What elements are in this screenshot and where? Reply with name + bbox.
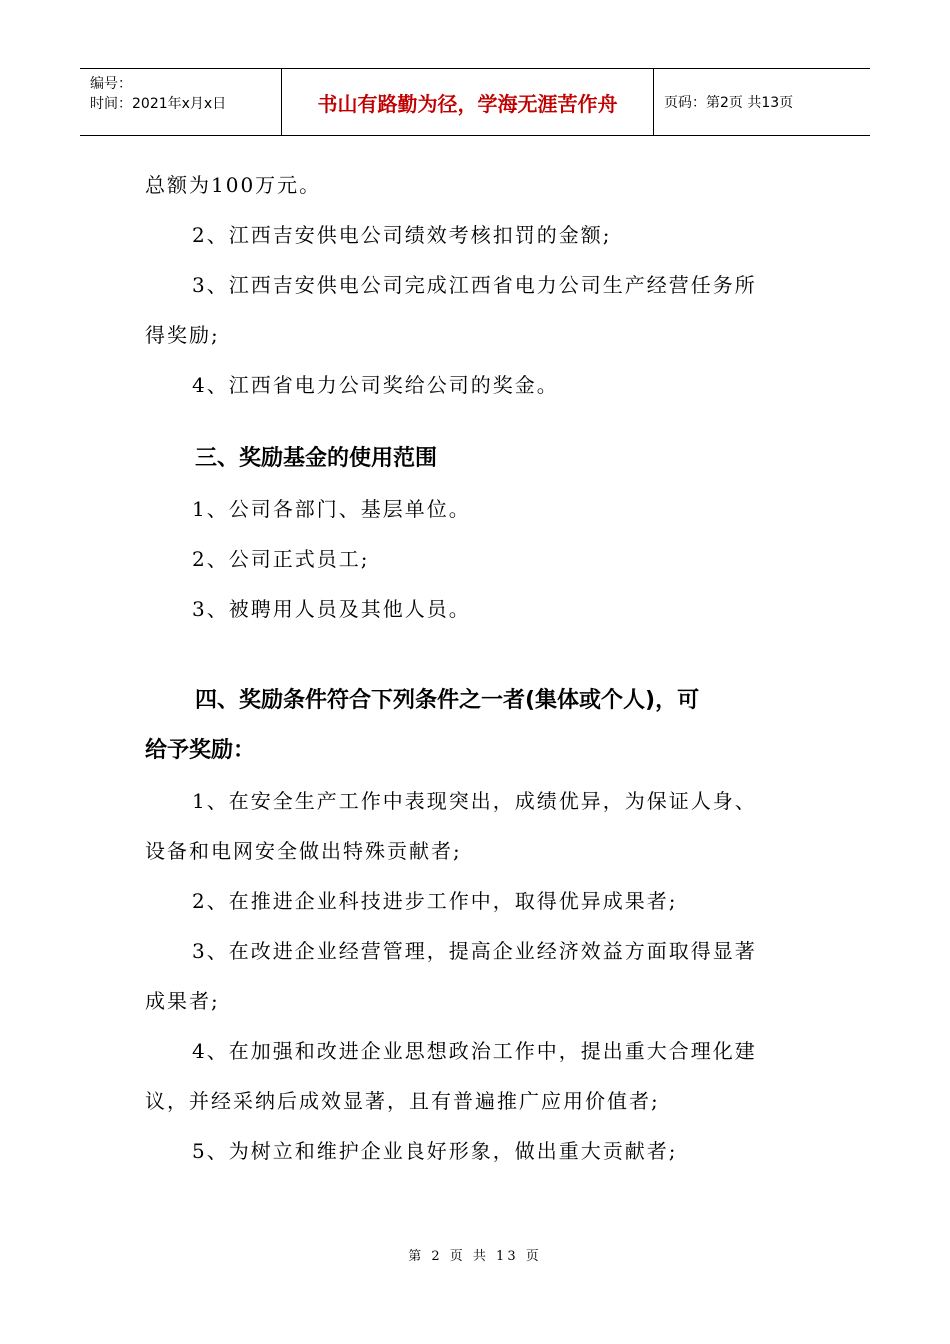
paragraph: 4、在加强和改进企业思想政治工作中，提出重大合理化建 <box>192 1039 757 1063</box>
section-heading-4: 四、奖励条件符合下列条件之一者(集体或个人)，可 <box>195 688 700 713</box>
paragraph: 2、公司正式员工; <box>192 547 370 571</box>
document-body <box>145 160 810 1176</box>
section-heading-3: 三、奖励基金的使用范围 <box>195 446 438 471</box>
paragraph: 3、在改进企业经营管理，提高企业经济效益方面取得显著 <box>192 939 757 963</box>
section-heading-4-continued: 给予奖励： <box>145 738 256 763</box>
header-left-cell <box>80 69 282 135</box>
paragraph: 4、江西省电力公司奖给公司的奖金。 <box>192 373 559 397</box>
paragraph: 成果者; <box>145 989 220 1013</box>
paragraph: 得奖励; <box>145 323 220 347</box>
paragraph: 总额为100万元。 <box>145 173 322 197</box>
number-label: 编号： <box>90 76 132 92</box>
paragraph: 2、在推进企业科技进步工作中，取得优异成果者; <box>192 889 678 913</box>
header-motto: 书山有路勤为径，学海无涯苦作舟 <box>282 69 654 135</box>
page-footer: 第 2 页 共 13 页 <box>408 1249 542 1264</box>
paragraph: 1、在安全生产工作中表现突出，成绩优异，为保证人身、 <box>192 789 757 813</box>
paragraph: 3、江西吉安供电公司完成江西省电力公司生产经营任务所 <box>192 273 757 297</box>
paragraph: 1、公司各部门、基层单位。 <box>192 497 471 521</box>
header-page-info: 页码：第2页 共13页 <box>664 95 794 111</box>
paragraph: 5、为树立和维护企业良好形象，做出重大贡献者; <box>192 1139 678 1163</box>
paragraph: 2、江西吉安供电公司绩效考核扣罚的金额; <box>192 223 612 247</box>
page-header <box>80 68 870 136</box>
paragraph: 设备和电网安全做出特殊贡献者; <box>145 839 462 863</box>
paragraph: 3、被聘用人员及其他人员。 <box>192 597 471 621</box>
paragraph: 议，并经采纳后成效显著，且有普遍推广应用价值者; <box>145 1089 660 1113</box>
time-label: 时间：2021年x月x日 <box>90 96 227 112</box>
